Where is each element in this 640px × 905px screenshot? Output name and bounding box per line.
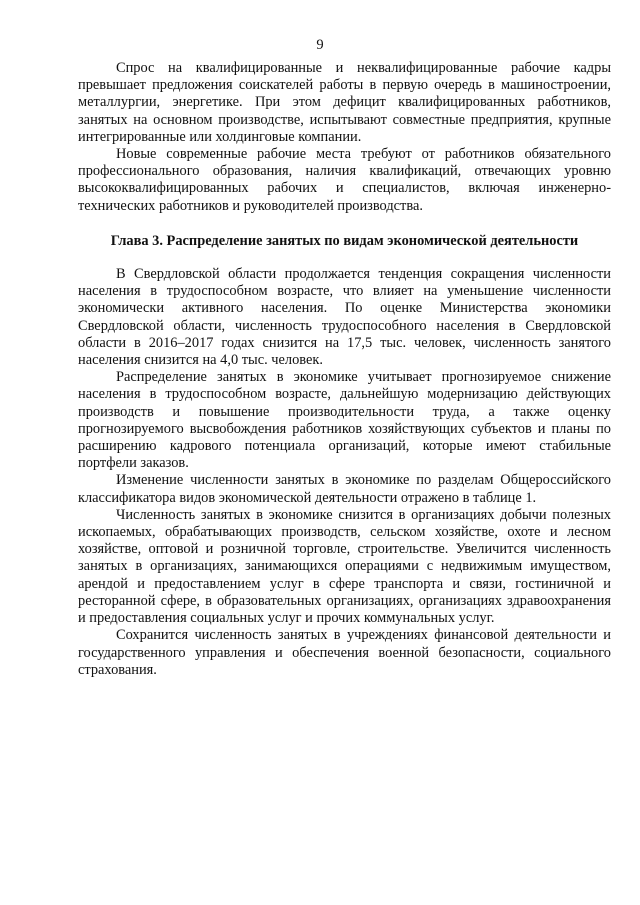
paragraph-employment-changes: Численность занятых в экономике снизится в организациях добычи полезных ископаемых, обрабатывающих производств, сельском хозяйстве, охоте и лесном хозяйстве, оптовой и розничной торговле, строительстве. Увеличится численность занятых в организациях, занимающихся операциями с недвижимым имуществом, арендой и предоставлением услуг в сфере транспорта и связи, гостиничной и ресторанной сфере, в образовательных организациях, организациях здравоохранения и предоставления социальных услуг и прочих коммунальных услуг. bbox=[78, 506, 611, 627]
paragraph-new-jobs-requirements: Новые современные рабочие места требуют от работников обязательного профессионального образования, наличия квалификаций, отвечающих уровню высококвалифицированных рабочих и специалистов, включая инженерно-технических работников и руководителей производства. bbox=[78, 146, 611, 214]
paragraph-labor-demand: Спрос на квалифицированные и неквалифицированные рабочие кадры превышает предложения соискателей работы в первую очередь в машиностроении, металлургии, энергетике. При этом дефицит квалифицированных работников, занятых на основном производстве, испытывают совместные предприятия, крупные интегрированные или холдинговые компании. bbox=[78, 60, 611, 145]
chapter-heading: Глава 3. Распределение занятых по видам экономической деятельности bbox=[110, 232, 579, 249]
paragraph-population-decline: В Свердловской области продолжается тенденция сокращения численности населения в трудоспособном возрасте, что влияет на уменьшение численности экономически активного населения. По оценке Министерства экономики Свердловской области, численность трудоспособного населения в Свердловской области в 2016–2017 годах снизится на 17,5 тыс. человек, численность занятого населения снизится на 4,0 тыс. человек. bbox=[78, 266, 611, 369]
page-content bbox=[78, 60, 611, 679]
page-number: 9 bbox=[316, 37, 324, 53]
paragraph-stable-employment: Сохранится численность занятых в учреждениях финансовой деятельности и государственного управления и обеспечения военной безопасности, социального страхования. bbox=[78, 627, 611, 678]
paragraph-table-reference: Изменение численности занятых в экономике по разделам Общероссийского классификатора видов экономической деятельности отражено в таблице 1. bbox=[78, 472, 611, 506]
paragraph-employment-distribution: Распределение занятых в экономике учитывает прогнозируемое снижение населения в трудоспособном возрасте, дальнейшую модернизацию действующих производств и повышение производительности труда, а также оценку прогнозируемого высвобождения работников хозяйствующих субъектов и планы по расширению кадрового потенциала организаций, которые имеют стабильные портфели заказов. bbox=[78, 369, 611, 472]
